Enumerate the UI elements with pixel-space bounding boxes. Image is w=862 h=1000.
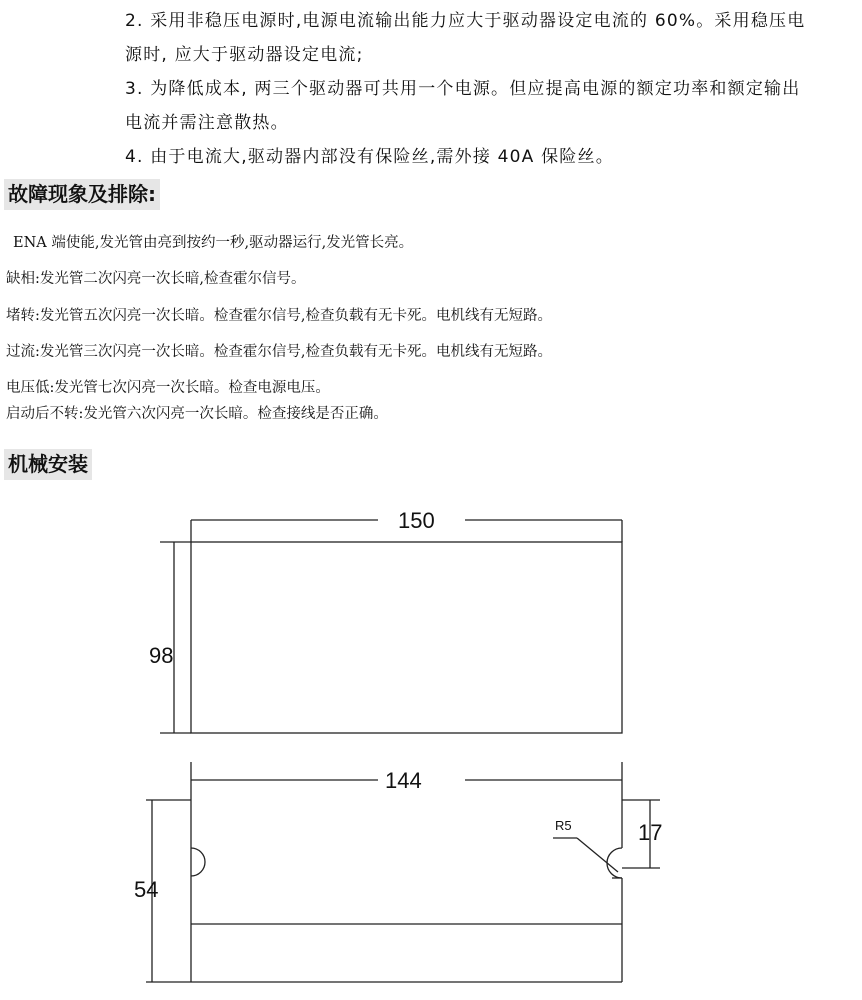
side-height-label: 54 <box>134 877 159 902</box>
fault-item-overcurrent: 过流:发光管三次闪亮一次长暗。检查霍尔信号,检查负载有无卡死。电机线有无短路。 <box>6 344 552 360</box>
fault-item-stall: 堵转:发光管五次闪亮一次长暗。检查霍尔信号,检查负载有无卡死。电机线有无短路。 <box>6 308 552 324</box>
top-width-label: 150 <box>398 508 435 533</box>
hole-offset-label: 17 <box>638 820 663 845</box>
fault-item-undervoltage: 电压低:发光管七次闪亮一次长暗。检查电源电压。 <box>6 380 330 396</box>
side-width-label: 144 <box>385 768 422 793</box>
r5-leader-diagonal <box>577 838 618 872</box>
note-line-4: 电流并需注意散热。 <box>125 113 289 133</box>
note-line-3: 3. 为降低成本, 两三个驱动器可共用一个电源。但应提高电源的额定功率和额定输出 <box>125 79 801 99</box>
top-view-outline <box>191 542 622 733</box>
fault-item-no-start: 启动后不转:发光管六次闪亮一次长暗。检查接线是否正确。 <box>6 406 388 422</box>
fault-item-phase-loss: 缺相:发光管二次闪亮一次长暗,检查霍尔信号。 <box>6 271 306 287</box>
fault-section-heading: 故障现象及排除: <box>4 179 160 210</box>
top-height-label: 98 <box>149 643 174 668</box>
note-line-5: 4. 由于电流大,驱动器内部没有保险丝,需外接 40A 保险丝。 <box>125 147 614 167</box>
note-line-2: 源时, 应大于驱动器设定电流; <box>125 45 364 65</box>
note-line-1: 2. 采用非稳压电源时,电源电流输出能力应大于驱动器设定电流的 60%。采用稳压电 <box>125 11 806 31</box>
right-mount-slot <box>607 848 622 878</box>
left-mount-slot <box>191 848 205 876</box>
fault-item-ena: ENA 端使能,发光管由亮到按约一秒,驱动器运行,发光管长亮。 <box>13 235 414 251</box>
hole-radius-label: R5 <box>555 818 572 833</box>
mech-section-heading: 机械安装 <box>4 449 92 480</box>
